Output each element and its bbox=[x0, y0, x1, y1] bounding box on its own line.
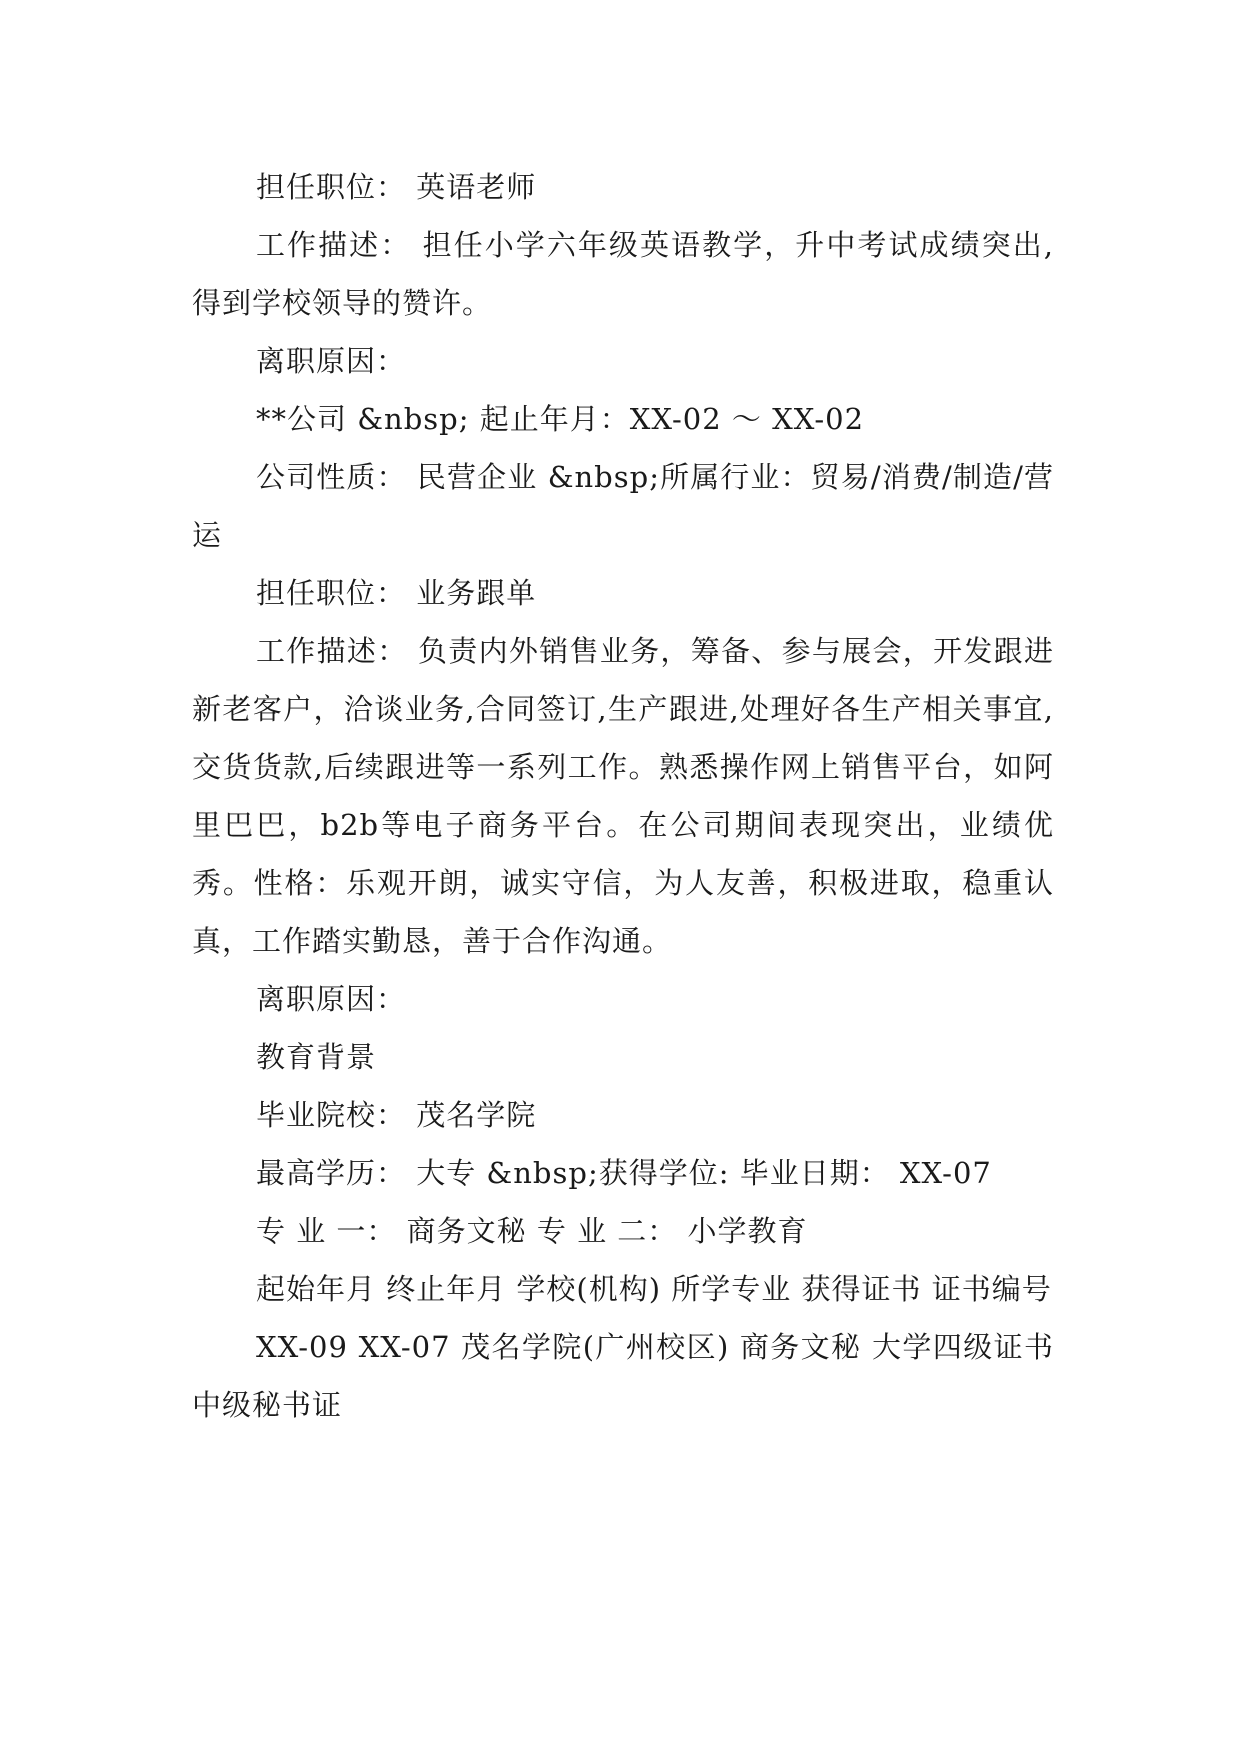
paragraph-job-description-teacher: 工作描述： 担任小学六年级英语教学，升中考试成绩突出,得到学校领导的赞许。 bbox=[192, 228, 1054, 320]
paragraph-highest-degree: 最高学历： 大专 &nbsp;获得学位: 毕业日期： XX-07 bbox=[256, 1156, 992, 1190]
document-body bbox=[192, 158, 1054, 1434]
paragraph-majors: 专 业 一： 商务文秘 专 业 二： 小学教育 bbox=[256, 1214, 808, 1248]
paragraph-company-period: **公司 &nbsp; 起止年月：XX-02 ～ XX-02 bbox=[256, 402, 865, 436]
paragraph-job-description-sales: 工作描述： 负责内外销售业务，筹备、参与展会，开发跟进新老客户，洽谈业务,合同签订,生产跟进,处理好各生产相关事宜,交货货款,后续跟进等一系列工作。熟悉操作网上销售平台，如阿里巴巴，b2b等电子商务平台。在公司期间表现突出，业绩优秀。性格：乐观开朗，诚实守信，为人友善，积极进取，稳重认真，工作踏实勤恳，善于合作沟通。 bbox=[192, 634, 1054, 958]
section-heading-education: 教育背景 bbox=[256, 1040, 377, 1074]
paragraph-company-nature: 公司性质： 民营企业 &nbsp;所属行业：贸易/消费/制造/营运 bbox=[192, 460, 1054, 552]
paragraph-education-table-row: XX-09 XX-07 茂名学院(广州校区) 商务文秘 大学四级证书 中级秘书证 bbox=[192, 1330, 1054, 1422]
paragraph-position-teacher: 担任职位： 英语老师 bbox=[256, 170, 537, 204]
paragraph-leaving-reason-1: 离职原因： bbox=[256, 344, 407, 378]
paragraph-position-sales: 担任职位： 业务跟单 bbox=[256, 576, 537, 610]
paragraph-graduated-school: 毕业院校： 茂名学院 bbox=[256, 1098, 537, 1132]
paragraph-leaving-reason-2: 离职原因： bbox=[256, 982, 407, 1016]
paragraph-education-table-header: 起始年月 终止年月 学校(机构) 所学专业 获得证书 证书编号 bbox=[256, 1272, 1052, 1306]
